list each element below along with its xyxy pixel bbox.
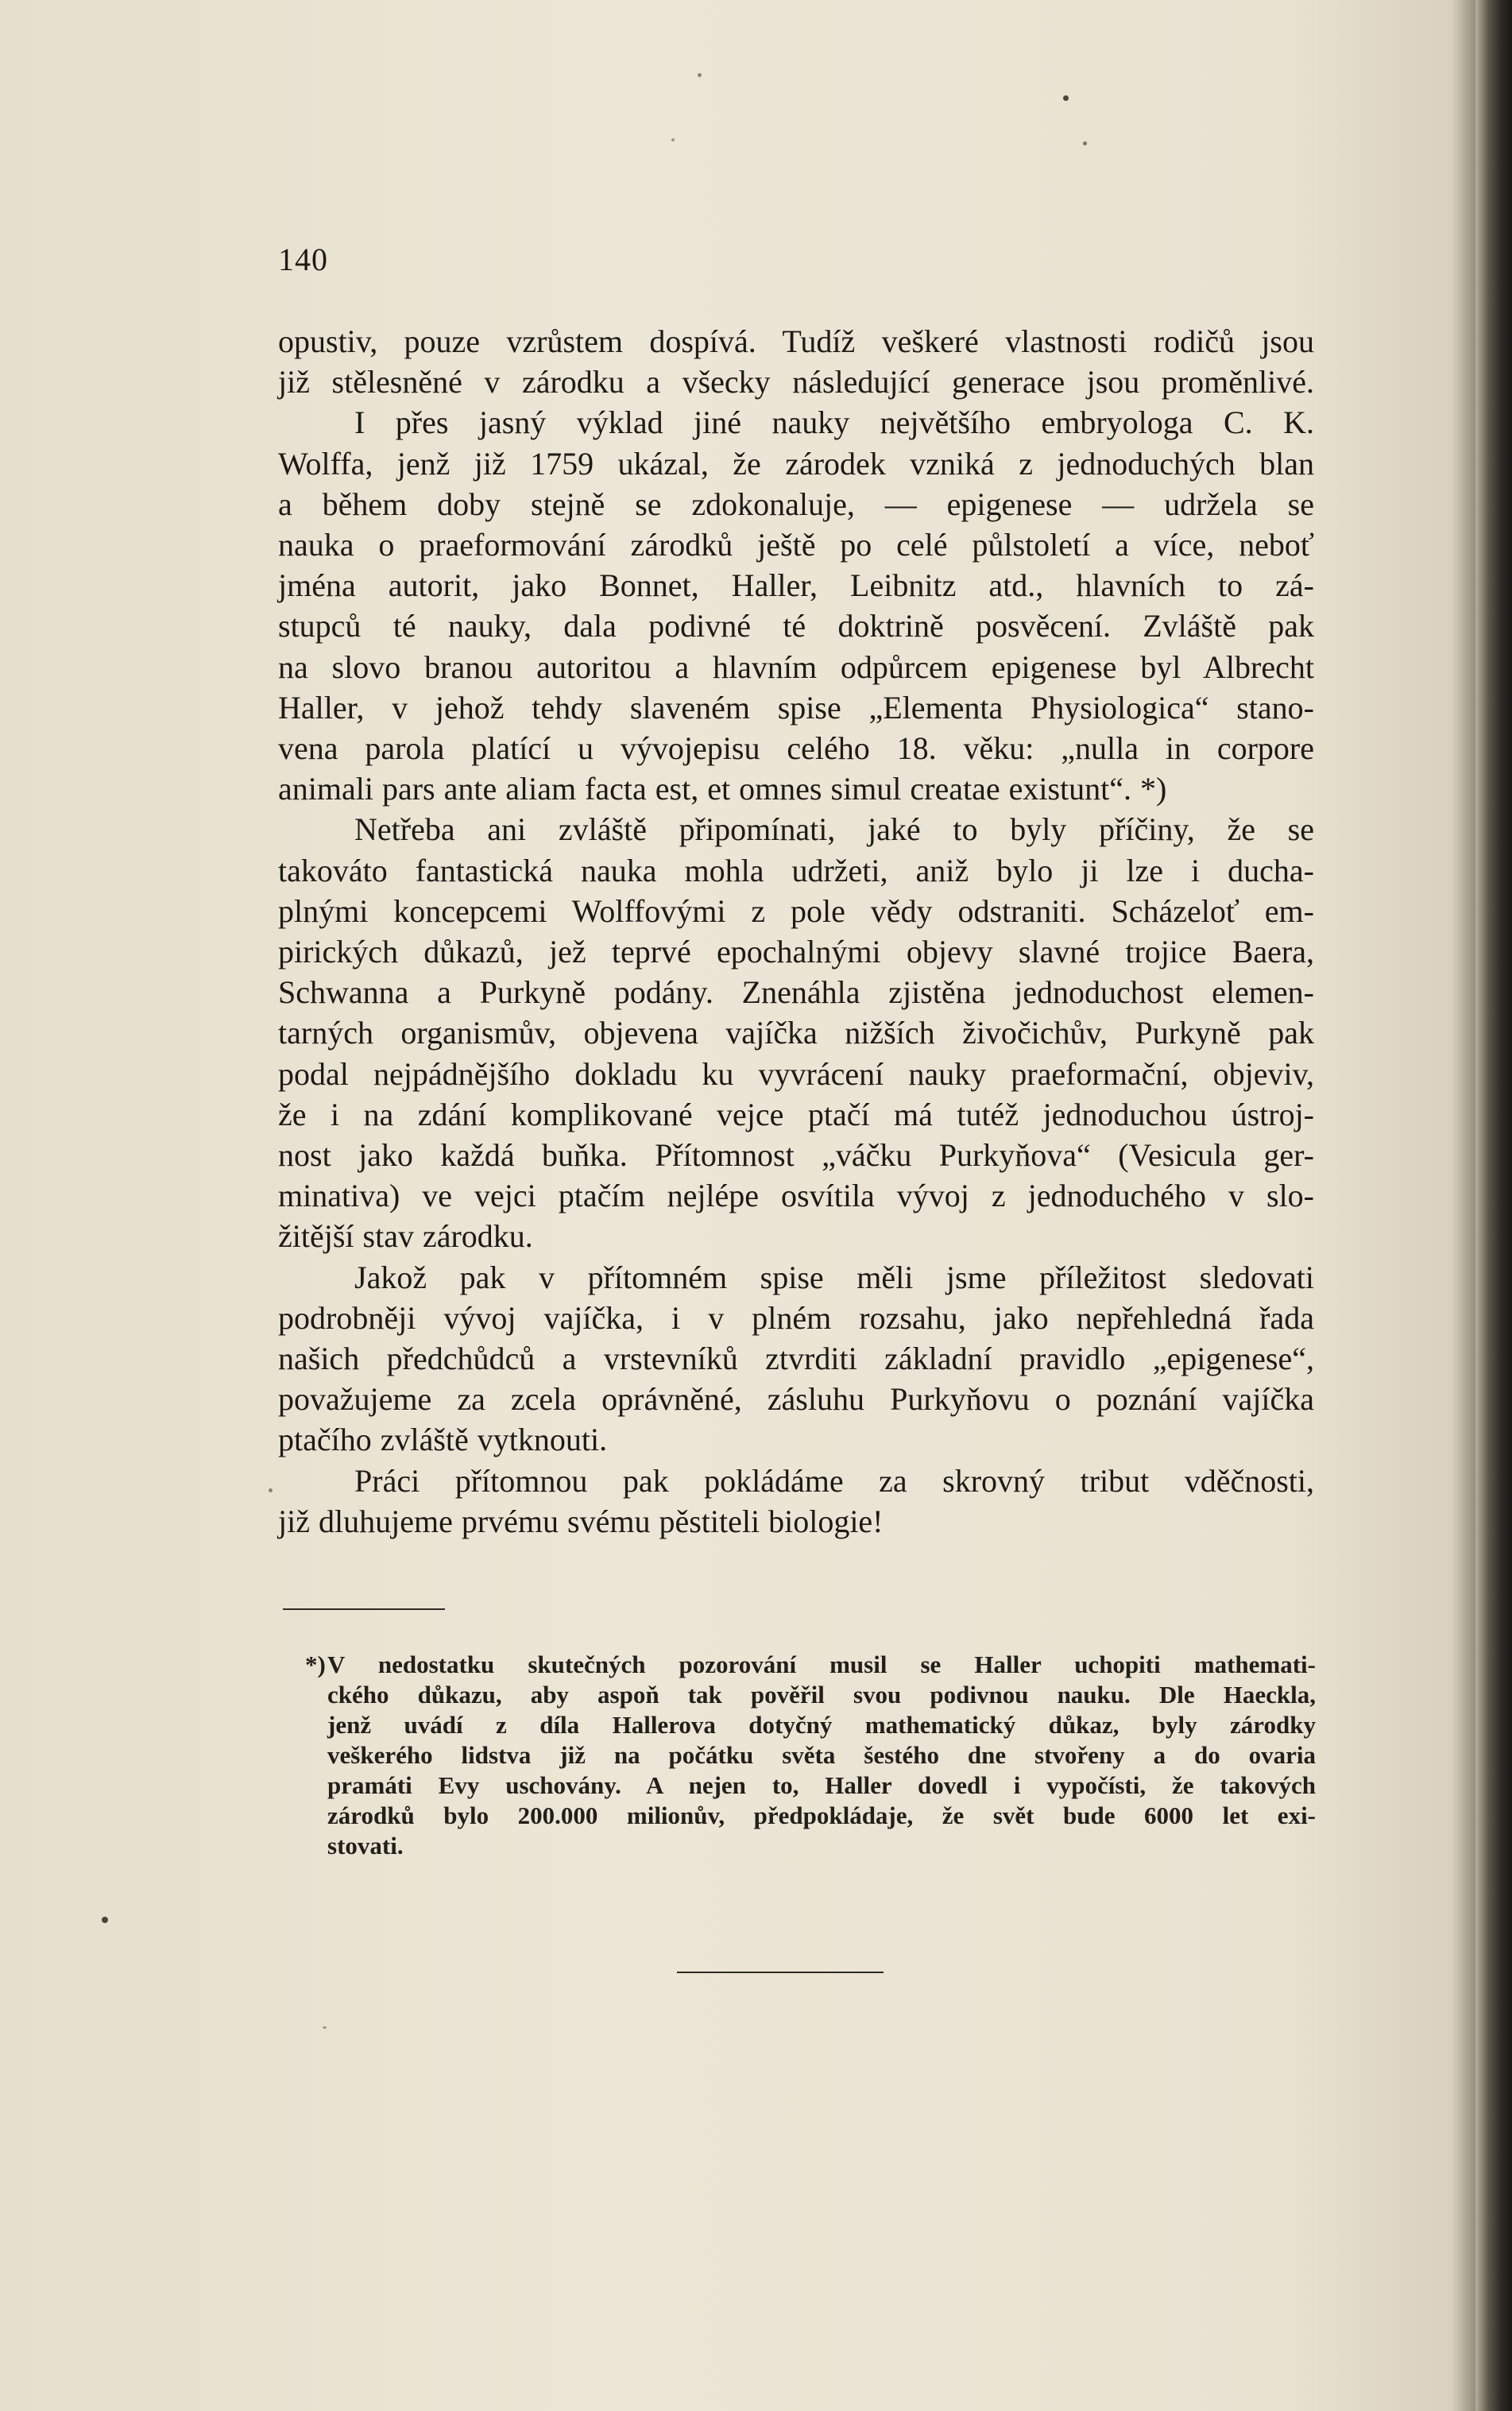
paper-speck: [269, 1488, 273, 1492]
text-line: a během doby stejně se zdokonaluje, — epigenese — udržela se: [278, 486, 1314, 522]
text-line: ptačího zvláště vytknouti.: [278, 1422, 608, 1458]
text-line: na slovo branou autoritou a hlavním odpůrcem epigenese byl Albrecht: [278, 648, 1314, 685]
paper-speck: [1083, 141, 1087, 145]
text-line: že i na zdání komplikované vejce ptačí má tutéž jednoduchou ústroj-: [278, 1096, 1314, 1132]
text-line: Schwanna a Purkyně podány. Znenáhla zjistěna jednoduchost elemen-: [278, 974, 1314, 1011]
footnote-line: V nedostatku skutečných pozorování musil se Haller uchopiti mathemati-: [327, 1651, 1316, 1678]
text-line: minativa) ve vejci ptačím nejlépe osvítila vývoj z jednoduchého v slo-: [278, 1178, 1314, 1214]
text-line: plnými koncepcemi Wolffovými z pole vědy odstraniti. Scházeloť em-: [278, 892, 1314, 929]
footnote-line: zárodků bylo 200.000 milionův, předpokládaje, že svět bude 6000 let exi-: [327, 1801, 1316, 1829]
text-line: již stělesněné v zárodku a všecky následující generace jsou proměnlivé.: [278, 364, 1314, 401]
footnote-line: stovati.: [327, 1832, 404, 1860]
paper-speck: [323, 2026, 327, 2029]
footnote-marker: *): [305, 1651, 326, 1678]
footnote: [305, 1650, 1316, 1861]
binding-edge-shadow: [1475, 0, 1512, 2411]
text-line: stupců té nauky, dala podivné té doktrině posvěcení. Zvláště pak: [278, 608, 1314, 644]
paper-speck: [698, 73, 702, 77]
text-line: našich předchůdců a vrstevníků ztvrditi základní pravidlo „epigenese“,: [278, 1341, 1314, 1377]
page-number: 140: [278, 242, 328, 277]
text-line: pirických důkazů, jež teprvé epochalnými objevy slavné trojice Baera,: [278, 934, 1314, 970]
text-line: podrobněji vývoj vajíčka, i v plném rozsahu, jako nepřehledná řada: [278, 1299, 1314, 1336]
footnote-text: [327, 1650, 1316, 1861]
text-line: tarných organismův, objevena vajíčka nižších živočichův, Purkyně pak: [278, 1015, 1314, 1051]
paper-speck: [1063, 95, 1069, 101]
text-line: Netřeba ani zvláště připomínati, jaké to byly příčiny, že se: [354, 811, 1314, 848]
text-line: opustiv, pouze vzrůstem dospívá. Tudíž veškeré vlastnosti rodičů jsou: [278, 323, 1314, 359]
text-line: považujeme za zcela oprávněné, zásluhu Purkyňovu o poznání vajíčka: [278, 1381, 1314, 1418]
paper-speck: [671, 138, 675, 141]
text-line: Haller, v jehož tehdy slaveném spise „Elementa Physiologica“ stano-: [278, 689, 1314, 726]
end-of-page-rule: [677, 1972, 884, 1973]
text-line: Wolffa, jenž již 1759 ukázal, že zárodek vzniká z jednoduchých blan: [278, 445, 1314, 482]
footnote-line: pramáti Evy uschovány. A nejen to, Haller dovedl i vypočísti, že takových: [327, 1771, 1316, 1799]
text-line: Práci přítomnou pak pokládáme za skrovný tribut vděčnosti,: [354, 1462, 1314, 1499]
text-line: nost jako každá buňka. Přítomnost „váčku Purkyňova“ (Vesicula ger-: [278, 1137, 1314, 1174]
text-line: žitější stav zárodku.: [278, 1218, 533, 1255]
paper-speck: [102, 1917, 108, 1923]
footnote-line: ckého důkazu, aby aspoň tak pověřil svou podivnou nauku. Dle Haeckla,: [327, 1681, 1316, 1709]
text-line: nauka o praeformování zárodků ještě po celé půlstoletí a více, neboť: [278, 527, 1314, 563]
text-line: vena parola platící u vývojepisu celého 18. věku: „nulla in corpore: [278, 730, 1314, 767]
text-line: Jakož pak v přítomném spise měli jsme příležitost sledovati: [354, 1259, 1314, 1295]
text-line: animali pars ante aliam facta est, et omnes simul creatae existunt“. *): [278, 771, 1167, 807]
text-line: takováto fantastická nauka mohla udržeti, aniž bylo ji lze i ducha-: [278, 852, 1314, 888]
text-line: I přes jasný výklad jiné nauky největšího embryologa C. K.: [354, 404, 1314, 441]
text-line: již dluhujeme prvému svému pěstiteli biologie!: [278, 1503, 884, 1539]
footnote-line: veškerého lidstva již na počátku světa šestého dne stvořeny a do ovaria: [327, 1741, 1316, 1769]
text-line: jména autorit, jako Bonnet, Haller, Leibnitz atd., hlavních to zá-: [278, 567, 1314, 604]
main-text-body: [278, 321, 1314, 1542]
text-line: podal nejpádnějšího dokladu ku vyvrácení nauky praeformační, objeviv,: [278, 1055, 1314, 1092]
footnote-separator: [283, 1608, 445, 1610]
footnote-line: jenž uvádí z díla Hallerova dotyčný mathematický důkaz, byly zárodky: [327, 1711, 1316, 1739]
